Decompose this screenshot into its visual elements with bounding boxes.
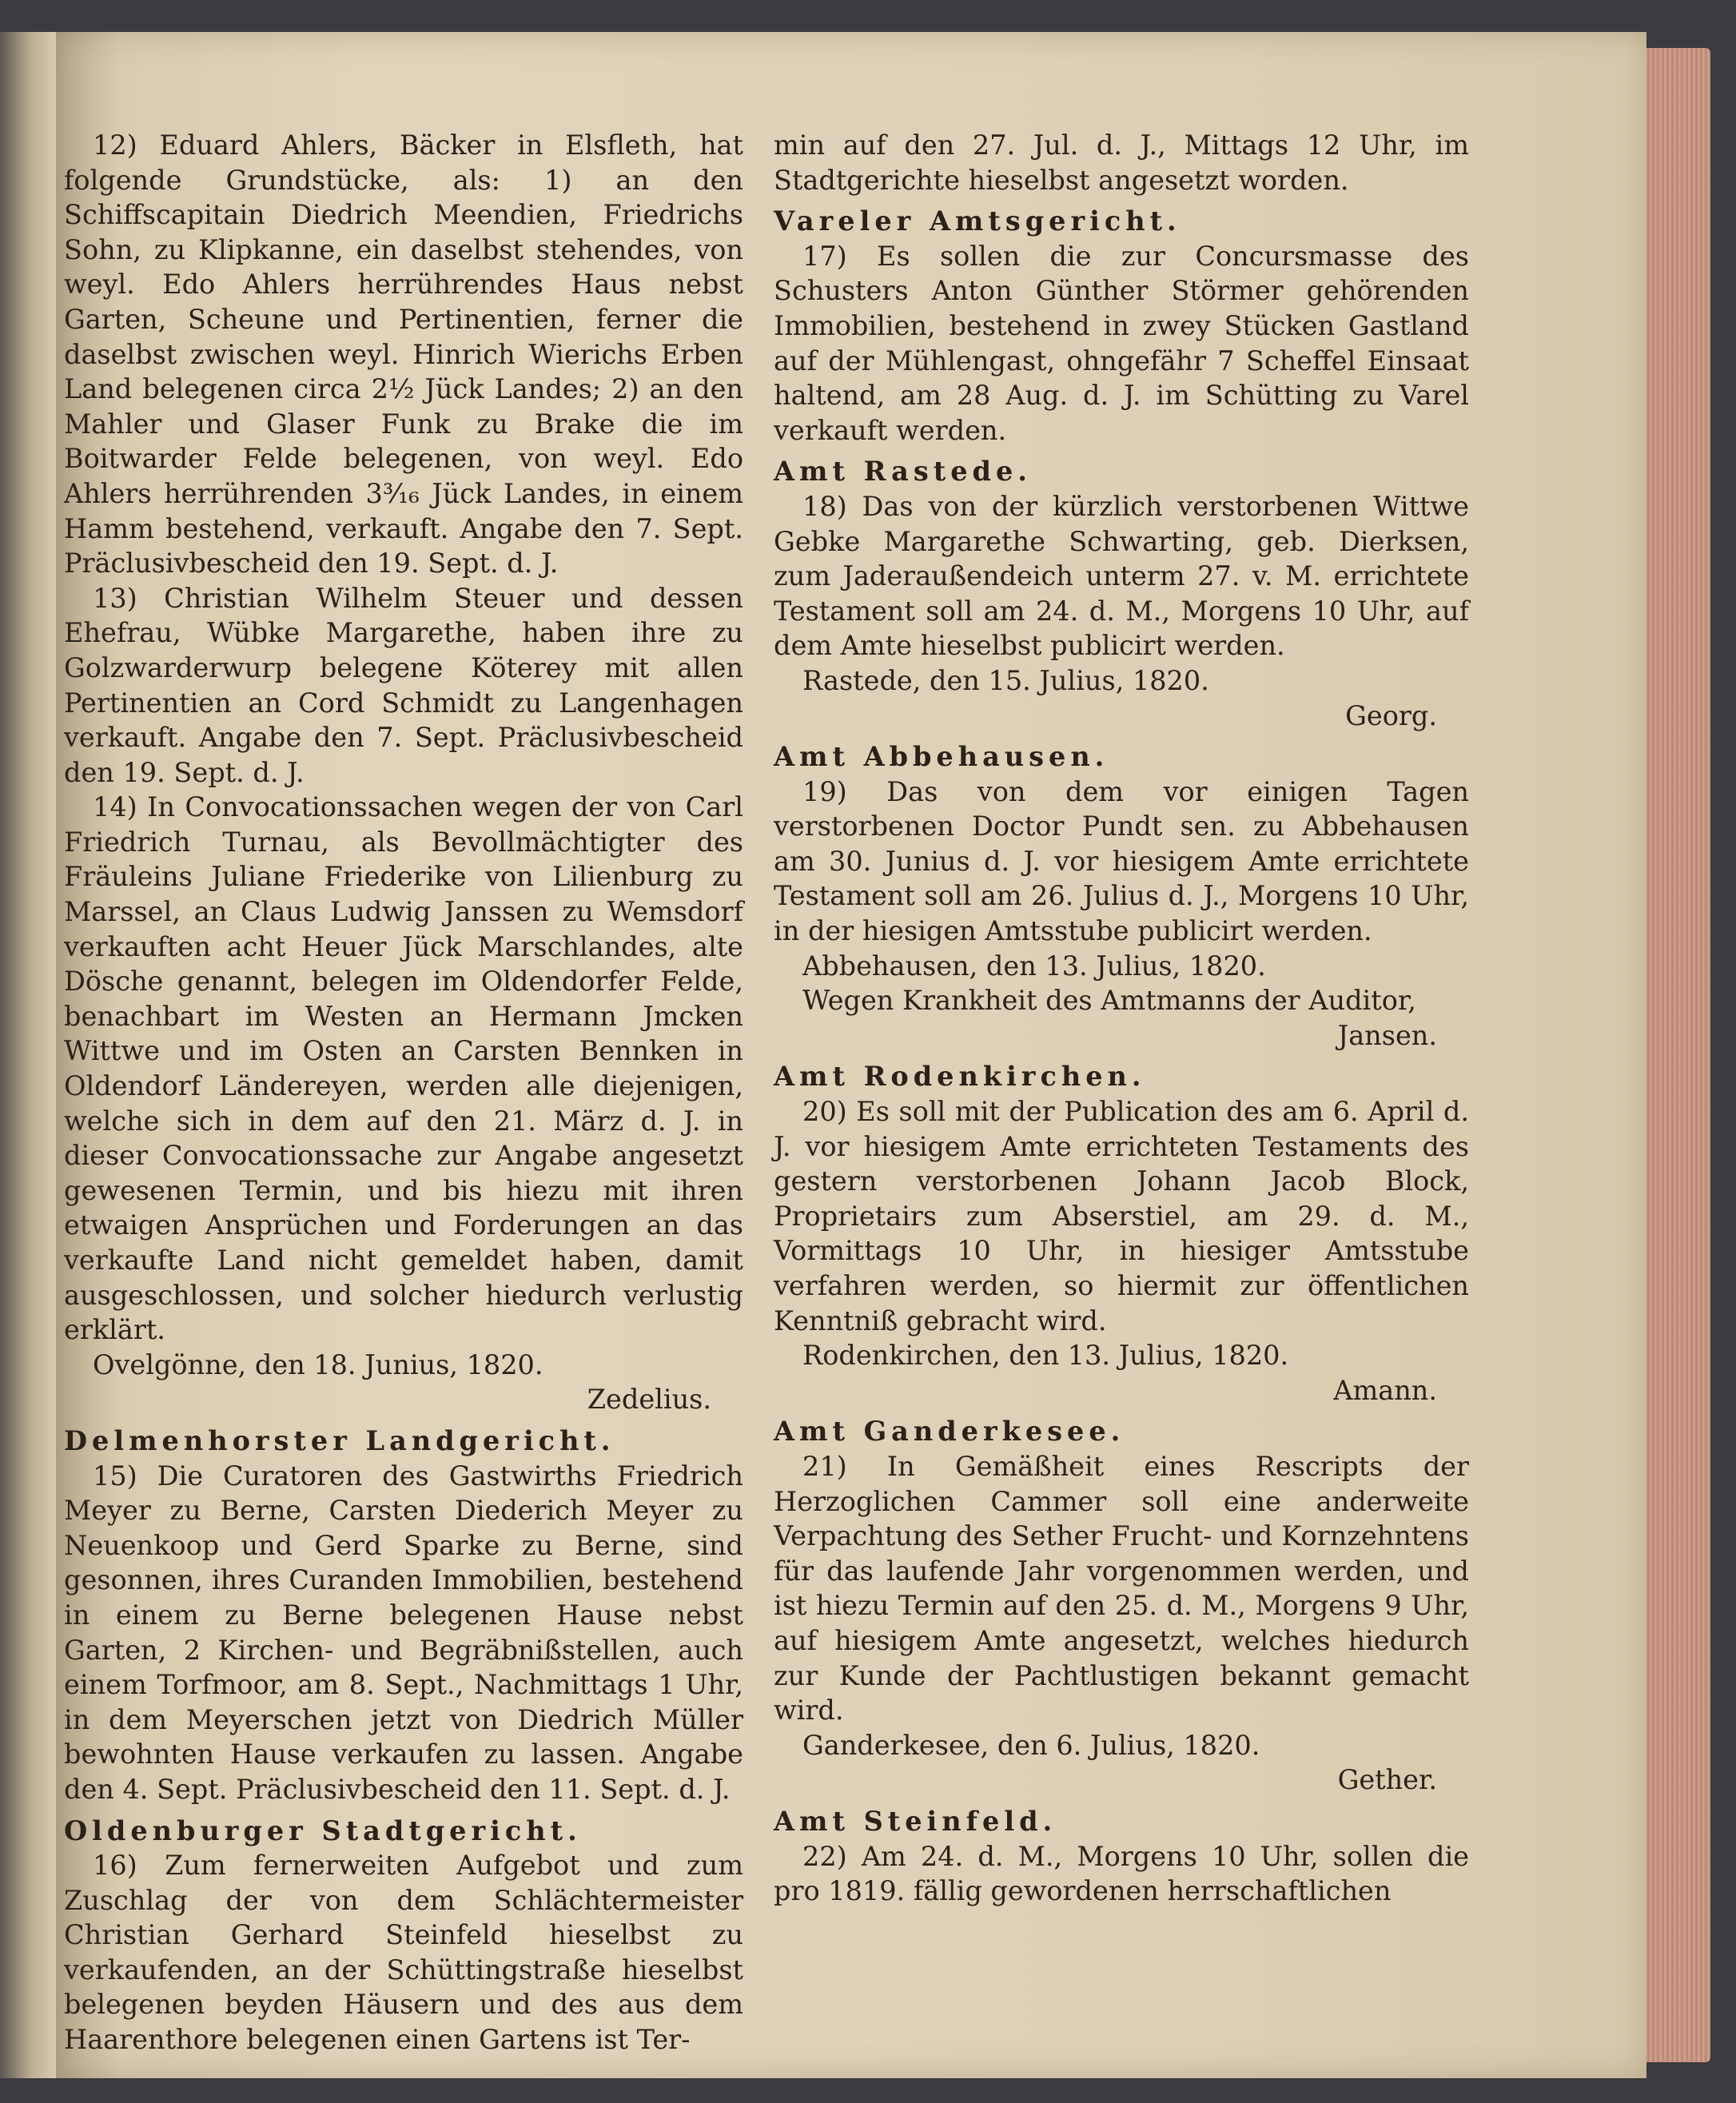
paragraph: 20) Es soll mit der Publication des am 6. April d. J. vor hiesigem Amte errichteten Testaments des gestern verstorbenen Johann Jacob Block, Proprietairs zum Abserstiel, am 29. d. M., Vormittags 10 Uhr, in hiesiger Amtsstube verfahren werden, so hiermit zur öffentlichen Kenntniß gebracht wird. [774, 1096, 1469, 1336]
paragraph: 18) Das von der kürzlich verstorbenen Wittwe Gebke Margarethe Schwarting, geb. Dierksen, zum Jaderaußendeich unterm 27. v. M. errichtete Testament soll am 24. d. M., Morgens 10 Uhr, auf dem Amte hieselbst publicirt werden. [774, 490, 1469, 662]
signature: Georg. [1345, 699, 1437, 731]
section-heading: Amt Rastede. [774, 456, 1032, 488]
paragraph: 16) Zum fernerweiten Aufgebot und zum Zuschlag der von dem Schlächtermeister Christian Gerhard Steinfeld hieselbst zu verkaufenden, an der Schüttingstraße hieselbst belegenen beyden Häusern und des aus dem Haarenthore belegenen einen Gartens ist Ter- [64, 1850, 743, 2056]
page-stack-edge [1646, 48, 1710, 2062]
section-heading: Delmenhorster Landgericht. [64, 1424, 615, 1456]
signature: Jansen. [1337, 1019, 1437, 1051]
signature: Amann. [1333, 1374, 1437, 1406]
paragraph: 14) In Convocationssachen wegen der von Carl Friedrich Turnau, als Bevollmächtigter des Fräuleins Juliane Friederike von Lilienburg zu Marssel, an Claus Ludwig Janssen zu Wemsdorf verkauften acht Heuer Jück Marschlandes, alte Dösche genannt, belegen im Oldendorfer Felde, benachbart im Westen an Hermann Jmcken Wittwe und im Osten an Carsten Bennken in Oldendorf Ländereyen, werden alle diejenigen, welche sich in dem auf den 21. März d. J. in dieser Convocationssache zur Angabe angesetzt gewesenen Termin, und bis hiezu mit ihren etwaigen Ansprüchen und Forderungen an das verkaufte Land nicht gemeldet haben, damit ausgeschlossen, und solcher hiedurch verlustig erklärt. [64, 791, 743, 1346]
paragraph: min auf den 27. Jul. d. J., Mittags 12 Uhr, im Stadtgerichte hieselbst angesetzt worden. [774, 129, 1469, 196]
dateline: Rastede, den 15. Julius, 1820. [802, 664, 1209, 696]
section-heading: Amt Rodenkirchen. [774, 1061, 1146, 1093]
right-text-column [774, 128, 1469, 1909]
paragraph: 12) Eduard Ahlers, Bäcker in Elsfleth, hat folgende Grundstücke, als: 1) an den Schiffscapitain Diedrich Meendien, Friedrichs Sohn, zu Klipkanne, ein daselbst stehendes, von weyl. Edo Ahlers herrührendes Haus nebst Garten, Scheune und Pertinentien, ferner die daselbst zwischen weyl. Hinrich Wierichs Erben Land belegenen circa 2½ Jück Landes; 2) an den Mahler und Glaser Funk zu Brake die im Boitwarder Felde belegenen, von weyl. Edo Ahlers herrührenden 3³⁄₁₆ Jück Landes, in einem Hamm bestehend, verkauft. Angabe den 7. Sept. Präclusivbescheid den 19. Sept. d. J. [64, 129, 743, 580]
dateline: Ganderkesee, den 6. Julius, 1820. [802, 1729, 1260, 1761]
paragraph: 21) In Gemäßheit eines Rescripts der Herzoglichen Cammer soll eine anderweite Verpachtung des Sether Frucht- und Kornzehntens für das laufende Jahr vorgenommen werden, und ist hiezu Termin auf den 25. d. M., Morgens 9 Uhr, auf hiesigem Amte angesetzt, welches hiedurch zur Kunde der Pachtlustigen bekannt gemacht wird. [774, 1450, 1469, 1727]
dateline: Ovelgönne, den 18. Junius, 1820. [93, 1348, 543, 1380]
section-heading: Amt Steinfeld. [774, 1805, 1057, 1837]
paragraph: 22) Am 24. d. M., Morgens 10 Uhr, sollen die pro 1819. fällig gewordenen herrschaftlichen [774, 1840, 1469, 1907]
paragraph: 15) Die Curatoren des Gastwirths Friedrich Meyer zu Berne, Carsten Diederich Meyer zu Neuenkoop und Gerd Sparke zu Berne, sind gesonnen, ihres Curanden Immobilien, bestehend in einem zu Berne belegenen Hause nebst Garten, 2 Kirchen- und Begräbnißstellen, auch einem Torfmoor, am 8. Sept., Nachmittags 1 Uhr, in dem Meyerschen jetzt von Diedrich Müller bewohnten Hause verkaufen zu lassen. Angabe den 4. Sept. Präclusivbescheid den 11. Sept. d. J. [64, 1460, 743, 1805]
section-heading: Vareler Amtsgericht. [774, 205, 1181, 237]
dateline: Rodenkirchen, den 13. Julius, 1820. [802, 1340, 1289, 1372]
paragraph: 19) Das von dem vor einigen Tagen verstorbenen Doctor Pundt sen. zu Abbehausen am 30. Junius d. J. vor hiesigem Amte errichtete Testament soll am 26. Julius d. J., Morgens 10 Uhr, in der hiesigen Amtsstube publicirt werden. [774, 775, 1469, 947]
dateline: Abbehausen, den 13. Julius, 1820. [802, 950, 1266, 982]
left-text-column [64, 128, 743, 2057]
section-heading: Oldenburger Stadtgericht. [64, 1814, 582, 1846]
paragraph: 17) Es sollen die zur Concursmasse des Schusters Anton Günther Störmer gehörenden Immobilien, bestehend in zwey Stücken Gastland auf der Mühlengast, ohngefähr 7 Scheffel Einsaat haltend, am 28 Aug. d. J. im Schütting zu Varel verkauft werden. [774, 240, 1469, 446]
paragraph: 13) Christian Wilhelm Steuer und dessen Ehefrau, Wübke Margarethe, haben ihre zu Golzwarderwurp belegene Köterey mit allen Pertinentien an Cord Schmidt zu Langenhagen verkauft. Angabe den 7. Sept. Präclusivbescheid den 19. Sept. d. J. [64, 582, 743, 788]
dateline: Wegen Krankheit des Amtmanns der Auditor, [802, 985, 1416, 1017]
section-heading: Amt Abbehausen. [774, 741, 1109, 773]
signature: Gether. [1337, 1764, 1437, 1796]
section-heading: Amt Ganderkesee. [774, 1416, 1125, 1448]
signature: Zedelius. [587, 1384, 711, 1416]
facing-page-edge [0, 32, 56, 2078]
